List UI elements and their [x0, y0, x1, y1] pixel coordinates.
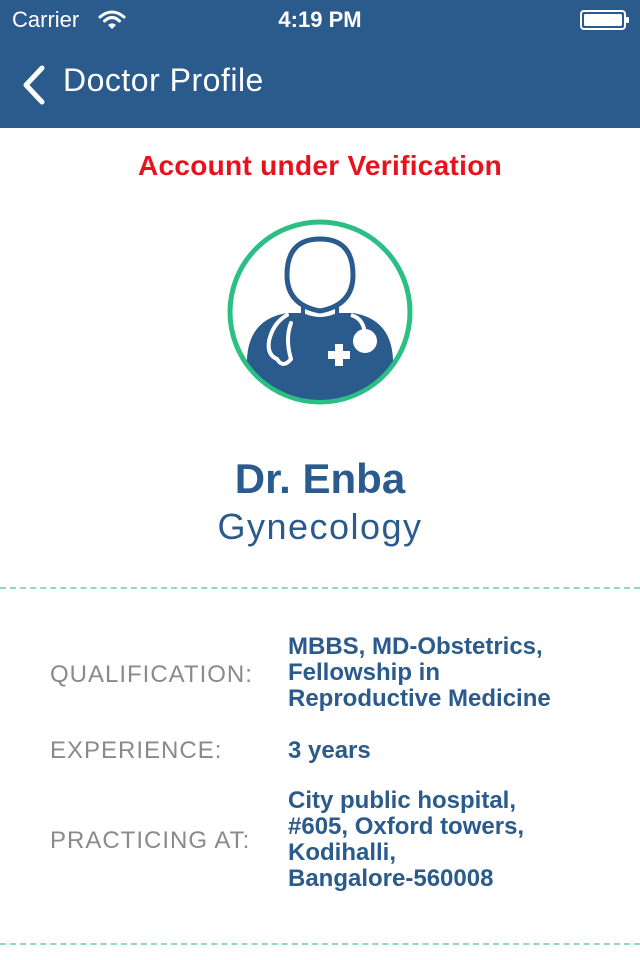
doctor-name: Dr. Enba — [234, 455, 406, 502]
practicing-row — [0, 788, 640, 898]
navigation-bar — [0, 40, 640, 128]
doctor-avatar-icon — [225, 219, 415, 405]
verification-status: Account under Verification — [137, 150, 503, 181]
page-title: Doctor Profile — [63, 62, 264, 98]
divider — [0, 587, 640, 589]
experience-row — [0, 737, 640, 767]
practicing-line: Kodihalli, — [288, 839, 396, 866]
carrier-label: Carrier — [12, 7, 80, 32]
qualification-line: Fellowship in — [288, 659, 441, 686]
status-bar — [0, 0, 640, 40]
practicing-line: #605, Oxford towers, — [288, 813, 525, 840]
qualification-line: MBBS, MD-Obstetrics, — [288, 633, 543, 660]
practicing-label: PRACTICING AT: — [50, 827, 251, 854]
divider — [0, 943, 640, 945]
practicing-line: City public hospital, — [288, 787, 517, 814]
experience-value: 3 years — [288, 737, 371, 764]
qualification-row — [0, 634, 640, 714]
clock: 4:19 PM — [278, 7, 362, 32]
battery-icon — [580, 10, 630, 30]
qualification-label: QUALIFICATION: — [50, 661, 253, 688]
qualification-line: Reproductive Medicine — [288, 685, 551, 712]
qualification-value — [288, 634, 628, 712]
doctor-specialty: Gynecology — [217, 506, 423, 547]
practicing-value — [288, 788, 628, 892]
chevron-left-icon[interactable] — [20, 64, 48, 106]
experience-label: EXPERIENCE: — [50, 737, 223, 764]
practicing-line: Bangalore-560008 — [288, 865, 494, 892]
